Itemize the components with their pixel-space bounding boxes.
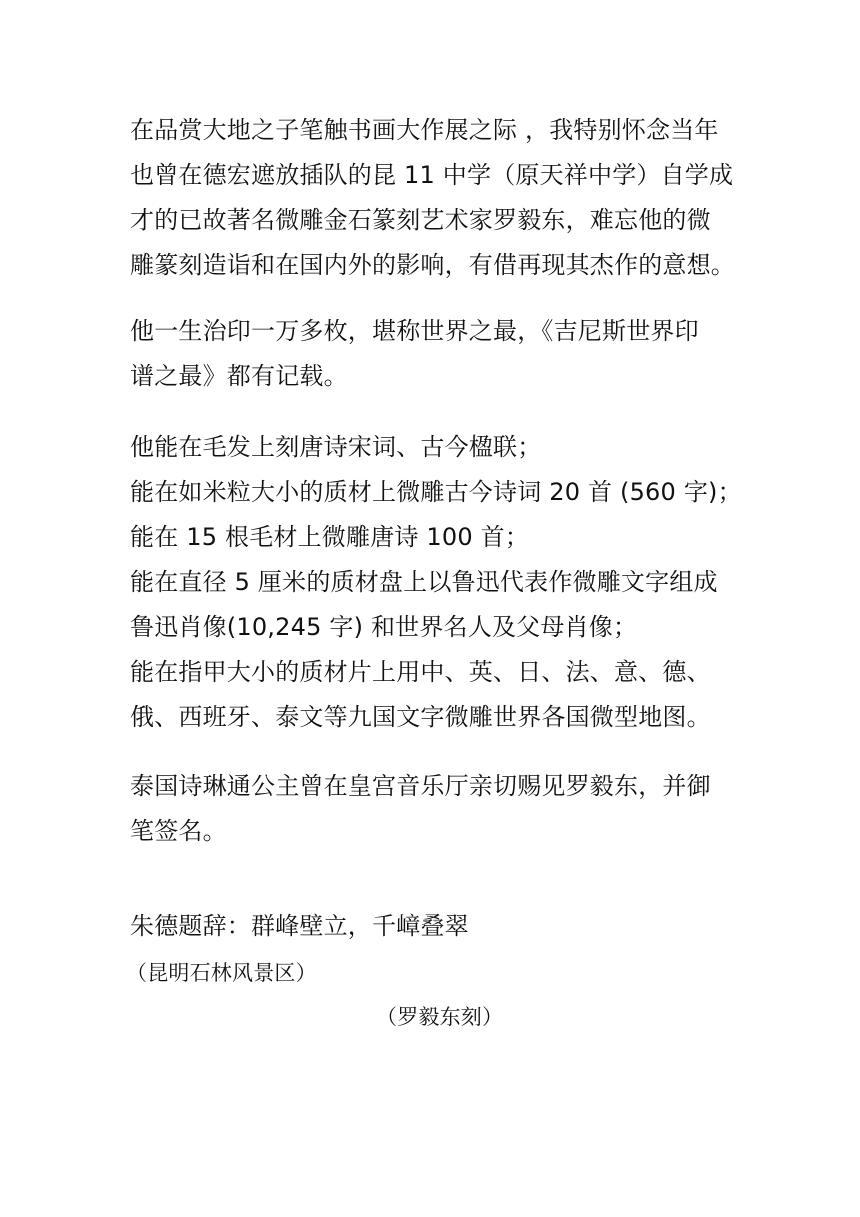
- paragraph-1-line-3: 才的已故著名微雕金石篆刻艺术家罗毅东，难忘他的微: [130, 206, 711, 234]
- paragraph-3-line-1: 他能在毛发上刻唐诗宋词、古今楹联；: [130, 433, 542, 461]
- caption-carver: （罗毅东刻）: [376, 1005, 504, 1029]
- paragraph-3-line-3: 能在 15 根毛材上微雕唐诗 100 首；: [130, 523, 530, 551]
- paragraph-2-line-1: 他一生治印一万多枚，堪称世界之最，《吉尼斯世界印: [130, 317, 699, 345]
- paragraph-1-line-4: 雕篆刻造诣和在国内外的影响，有借再现其杰作的意想。: [130, 251, 735, 279]
- paragraph-4-line-2: 笔签名。: [130, 817, 227, 845]
- paragraph-2-line-2: 谱之最》都有记载。: [130, 362, 348, 390]
- paragraph-1-line-2: 也曾在德宏遮放插队的昆 11 中学（原天祥中学）自学成: [130, 161, 734, 189]
- paragraph-3-line-2: 能在如米粒大小的质材上微雕古今诗词 20 首 (560 字)；: [130, 478, 742, 506]
- paragraph-3-line-4: 能在直径 5 厘米的质材盘上以鲁迅代表作微雕文字组成: [130, 568, 718, 596]
- paragraph-1-line-1: 在品赏大地之子笔触书画大作展之际 ，我特别怀念当年: [130, 116, 719, 144]
- paragraph-3-line-6: 能在指甲大小的质材片上用中、英、日、法、意、德、: [130, 658, 711, 686]
- caption-location: （昆明石林风景区）: [126, 961, 317, 985]
- paragraph-3-line-5: 鲁迅肖像(10,245 字) 和世界名人及父母肖像；: [130, 613, 638, 641]
- paragraph-3-line-7: 俄、西班牙、泰文等九国文字微雕世界各国微型地图。: [130, 703, 711, 731]
- caption-inscription: 朱德题辞：群峰壁立，千嶂叠翠: [130, 912, 469, 940]
- paragraph-4-line-1: 泰国诗琳通公主曾在皇宫音乐厅亲切赐见罗毅东，并御: [130, 772, 711, 800]
